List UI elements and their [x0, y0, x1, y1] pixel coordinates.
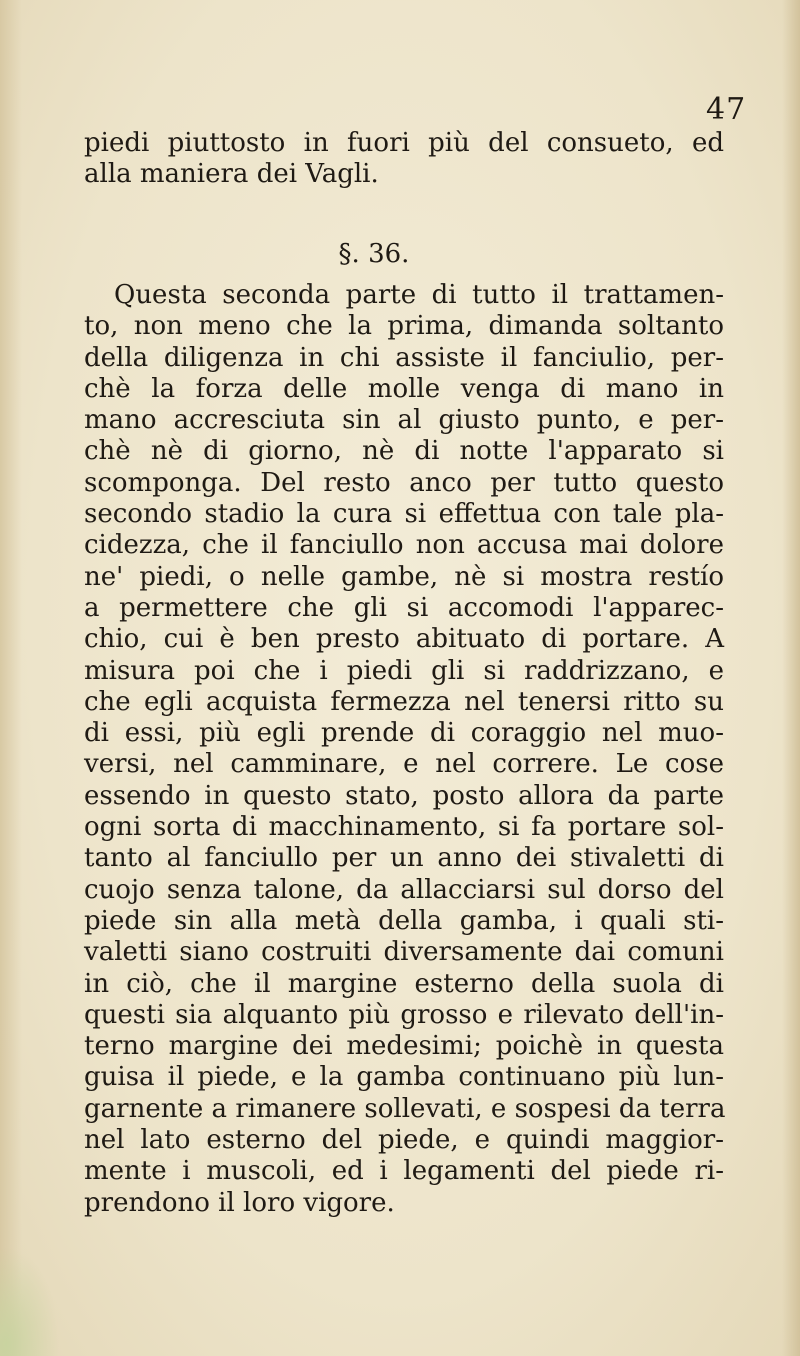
paragraph-line: terno margine dei medesimi; poichè in questa: [84, 1031, 724, 1062]
paragraph-line: misura poi che i piedi gli si raddrizzano, e: [84, 655, 724, 686]
paragraph-line: guisa il piede, e la gamba continuano più lun-: [84, 1062, 724, 1093]
page-edge-shadow-left: [0, 0, 22, 1356]
page-edge-shadow-right: [782, 0, 800, 1356]
paragraph-line: valetti siano costruiti diversamente dai comuni: [84, 937, 724, 968]
opening-line: alla maniera dei Vagli.: [84, 159, 379, 189]
paragraph-line: versi, nel camminare, e nel correre. Le cose: [84, 749, 724, 780]
paragraph-line: in ciò, che il margine esterno della suola di: [84, 968, 724, 999]
paper-stain: [0, 1246, 60, 1356]
paragraph-line: della diligenza in chi assiste il fanciulio, per-: [84, 342, 724, 373]
paragraph-line: chio, cui è ben presto abituato di portare. A: [84, 624, 724, 655]
paragraph-line: tanto al fanciullo per un anno dei stivaletti di: [84, 843, 724, 874]
paragraph-line: cuojo senza talone, da allacciarsi sul dorso del: [84, 874, 724, 905]
paragraph-line: di essi, più egli prende di coraggio nel muo-: [84, 718, 724, 749]
opening-lines: [84, 128, 724, 190]
paragraph-line: questi sia alquanto più grosso e rilevato dell'in-: [84, 999, 724, 1030]
paragraph-line: nel lato esterno del piede, e quindi maggior-: [84, 1125, 724, 1156]
paragraph-line: cidezza, che il fanciullo non accusa mai dolore: [84, 530, 724, 561]
paragraph-line: Questa seconda parte di tutto il trattamen-: [114, 280, 724, 310]
paragraph-line: prendono il loro vigore.: [84, 1187, 395, 1218]
paragraph-line: garnente a rimanere sollevati, e sospesi da terra: [84, 1093, 726, 1124]
paragraph-line: mano accresciuta sin al giusto punto, e per-: [84, 405, 724, 436]
opening-line: piedi piuttosto in fuori più del consueto, ed: [84, 128, 724, 158]
paragraph-line: essendo in questo stato, posto allora da parte: [84, 780, 724, 811]
paragraph-line: ne' piedi, o nelle gambe, nè si mostra restío: [84, 561, 724, 592]
paragraph-line: secondo stadio la cura si effettua con tale pla-: [84, 499, 724, 530]
paragraph-line: scomponga. Del resto anco per tutto questo: [84, 467, 724, 498]
paragraph-line: chè nè di giorno, nè di notte l'apparato si: [84, 436, 724, 467]
paragraph: [84, 280, 724, 1219]
section-heading-wrap: [84, 218, 724, 280]
paragraph-line: mente i muscoli, ed i legamenti del piede ri-: [84, 1156, 724, 1187]
paragraph-line: che egli acquista fermezza nel tenersi ritto su: [84, 686, 724, 717]
paragraph-line: piede sin alla metà della gamba, i quali sti-: [84, 905, 724, 936]
paragraph-line: chè la forza delle molle venga di mano in: [84, 373, 724, 404]
section-heading: §. 36.: [338, 239, 410, 269]
paragraph-line: to, non meno che la prima, dimanda soltanto: [84, 311, 724, 342]
paragraph-line: ogni sorta di macchinamento, si fa portare sol-: [84, 812, 724, 843]
paragraph-line: a permettere che gli si accomodi l'apparec-: [84, 592, 724, 623]
page-number: 47: [706, 92, 747, 127]
